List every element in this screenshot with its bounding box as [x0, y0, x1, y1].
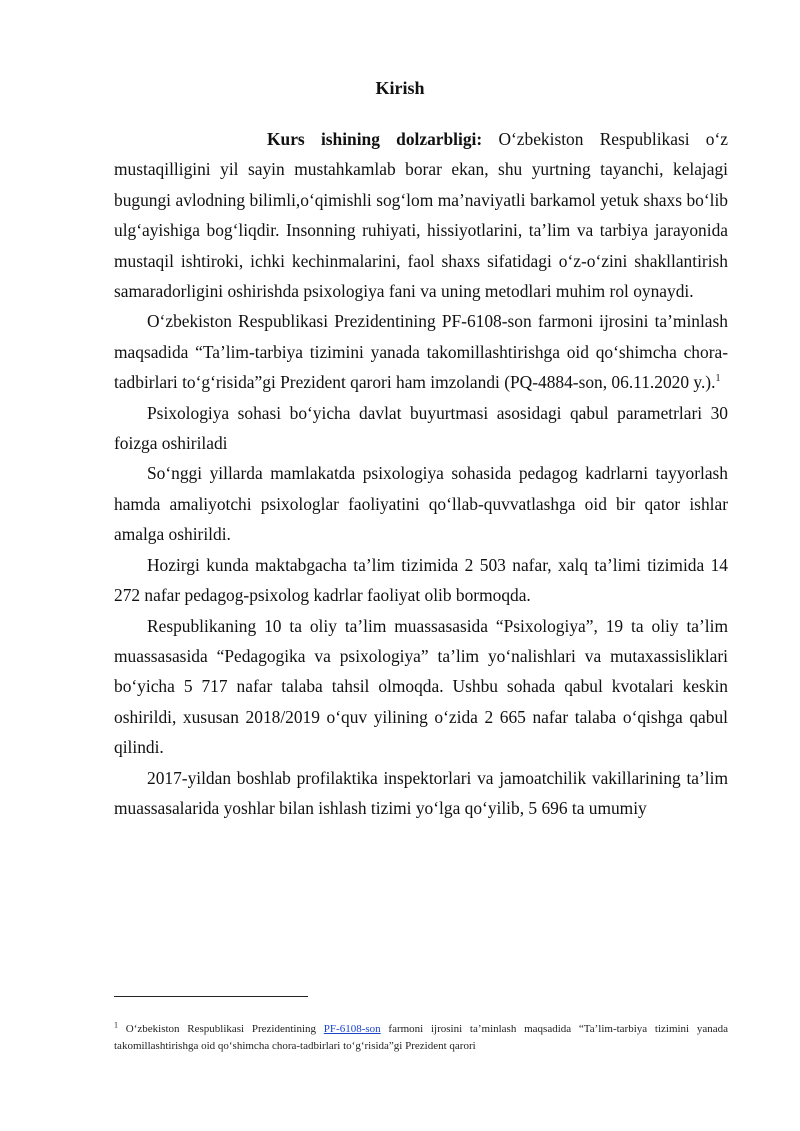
document-body — [114, 124, 728, 823]
intro-paragraph — [114, 124, 728, 306]
footnote-reference[interactable]: 1 — [715, 373, 721, 385]
intro-text: O‘zbekiston Respublikasi o‘z mustaqilligini yil sayin mustahkamlab borar ekan, shu yurtning tayanchi, kelajagi bugungi avlodning bilimli,o‘qimishli sog‘lom ma’naviyatli barkamol yetuk shaxs bo‘lib ulg‘ayishiga bog‘liqdir. Insonning ruhiyati, hissiyotlarini, ta’lim va tarbiya jarayonida mustaqil ishtiroki, ichki kechinmalarini, faol shaxs sifatidagi o‘z-o‘zini shakllantirish samaradorligini oshirishda psixologiya fani va uning metodlari muhim rol oynaydi. — [114, 129, 729, 302]
footnote-link[interactable]: PF-6108-son — [323, 1023, 381, 1035]
paragraph-prevention: 2017-yildan boshlab profilaktika inspektorlari va jamoatchilik vakillarining ta’lim muassasalarida yoshlar bilan ishlash tizimi yo‘lga qo‘yilib, 5 696 ta umumiy — [114, 767, 728, 818]
intro-bold-lead: Kurs ishining dolzarbligi: — [267, 129, 483, 149]
page-title: Kirish — [375, 78, 425, 98]
footnote — [114, 1021, 728, 1055]
footnote-marker: 1 — [114, 1020, 118, 1030]
paragraph-decree-text: O‘zbekiston Respublikasi Prezidentining PF-6108-son farmoni ijrosini ta’minlash maqsadida “Ta’lim-tarbiya tizimini yanada takomillashtirishga oid qo‘shimcha chora-tadbirlari to‘g‘risida”gi Prezident qarori ham imzolandi (PQ-4884-son, 06.11.2020 y.). — [114, 311, 728, 393]
paragraph-recent-years: So‘nggi yillarda mamlakatda psixologiya sohasida pedagog kadrlarni tayyorlash hamda amaliyotchi psixologlar faoliyatini qo‘llab-quvvatlashga oid bir qator ishlar amalga oshirildi. — [114, 463, 728, 545]
paragraph-current-staff: Hozirgi kunda maktabgacha ta’lim tizimida 2 503 nafar, xalq ta’limi tizimida 14 272 nafar pedagog-psixolog kadrlar faoliyat olib bormoqda. — [114, 554, 728, 606]
paragraph-universities: Respublikaning 10 ta oliy ta’lim muassasasida “Psixologiya”, 19 ta oliy ta’lim muassasasida “Pedagogika va psixologiya” ta’lim yo‘nalishlari va mutaxassisliklari bo‘yicha 5 717 nafar talaba tahsil olmoqda. Ushbu sohada qabul kvotalari keskin oshirildi, xususan 2018/2019 o‘quv yilining o‘zida 2 665 nafar talaba o‘qishga qabul qilindi. — [114, 615, 728, 758]
footnote-text-before: O‘zbekiston Respublikasi Prezidentining — [125, 1023, 317, 1035]
paragraph-decree — [114, 306, 728, 397]
paragraph-admission: Psixologiya sohasi bo‘yicha davlat buyurtmasi asosidagi qabul parametrlari 30 foizga oshiriladi — [114, 402, 728, 454]
footnote-separator — [114, 996, 308, 997]
footnote-text-after: farmoni ijrosini ta’minlash maqsadida “Ta’lim-tarbiya tizimini yanada takomillashtirishga oid qo‘shimcha chora-tadbirlari to‘g‘risida”gi Prezident qarori — [114, 1023, 729, 1052]
